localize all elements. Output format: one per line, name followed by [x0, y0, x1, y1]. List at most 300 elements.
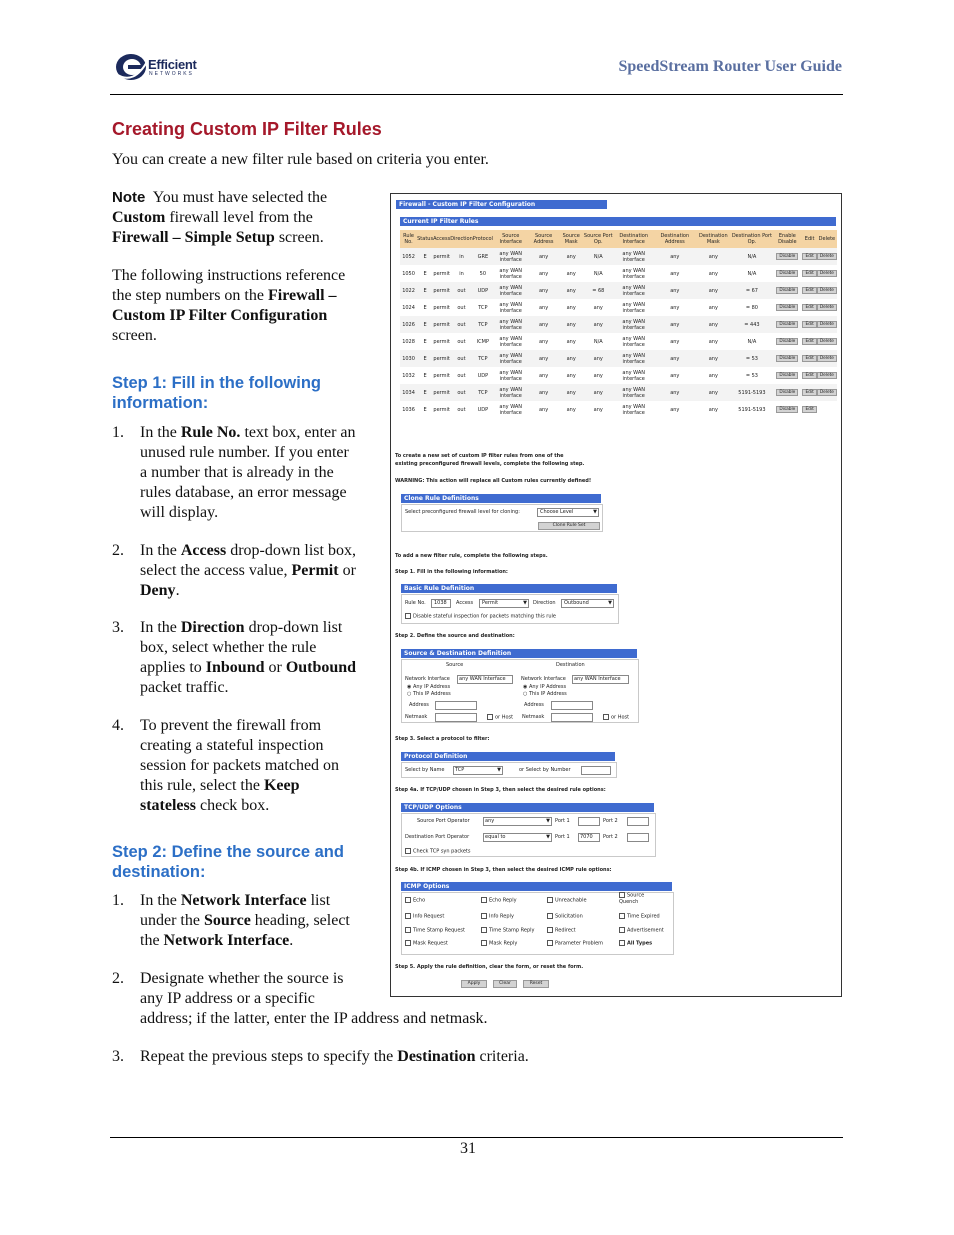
delete-button[interactable]: Delete [817, 389, 837, 396]
checkbox-icon [547, 940, 553, 946]
step1-heading-l1: Step 1: Fill in the following [112, 374, 321, 392]
step1-num-1: 1. [112, 424, 124, 441]
note-text: You must have selected the [152, 189, 328, 206]
table-row [400, 333, 837, 350]
disable-button[interactable]: Disable [776, 304, 798, 311]
table-cell: 1034 [400, 384, 417, 401]
table-cell: = 443 [732, 316, 773, 333]
disable-button[interactable]: Disable [776, 389, 798, 396]
check-syn-checkbox[interactable] [405, 848, 471, 855]
warning-text: WARNING: This action will replace all Custom rules currently defined! [395, 478, 592, 484]
checkbox-icon [481, 897, 487, 903]
table-cell: any [559, 367, 584, 384]
chevron-down-icon: ▼ [608, 600, 612, 606]
src-port-op-value: any [485, 818, 495, 824]
icmp-option-checkbox[interactable] [405, 940, 448, 947]
icmp-option-label: Time Stamp Reply [489, 927, 535, 934]
rules-col-header: Destination Address [655, 230, 695, 248]
table-cell: any [559, 350, 584, 367]
table-cell: = 67 [732, 282, 773, 299]
icmp-option-label: Info Reply [489, 913, 514, 920]
icmp-option-checkbox[interactable] [405, 927, 465, 934]
disable-cell [772, 367, 802, 384]
checkbox-icon [405, 913, 411, 919]
table-cell: UDP [473, 401, 493, 418]
rule-no-value: 1038 [434, 600, 447, 606]
disable-button[interactable]: Disable [776, 321, 798, 328]
rule-no-input[interactable] [431, 599, 451, 608]
disable-button[interactable]: Disable [776, 253, 798, 260]
table-cell: any [695, 401, 732, 418]
src-port1-input[interactable] [578, 817, 600, 826]
current-rules-bar: Current IP Filter Rules [400, 217, 836, 226]
edit-button[interactable]: Edit [802, 287, 816, 294]
table-cell: any [655, 248, 695, 265]
rules-col-header: Delete [817, 230, 837, 248]
table-cell: any [559, 282, 584, 299]
edit-cell [802, 265, 816, 282]
disable-button[interactable]: Disable [776, 406, 798, 413]
disable-cell [772, 401, 802, 418]
note-bold-1: Custom [112, 209, 166, 226]
delete-button[interactable]: Delete [817, 321, 837, 328]
icmp-option-checkbox[interactable] [547, 897, 587, 904]
delete-cell [817, 282, 837, 299]
icmp-option-label: Advertisement [627, 927, 664, 934]
edit-button[interactable]: Edit [802, 389, 816, 396]
dst-any-ip-radio[interactable]: ◉ Any IP Address [523, 684, 567, 690]
delete-cell [817, 384, 837, 401]
icmp-option-label: Mask Request [413, 940, 448, 947]
disable-button[interactable]: Disable [776, 372, 798, 379]
table-cell: any [584, 401, 613, 418]
disable-button[interactable]: Disable [776, 338, 798, 345]
intro-text: You can create a new filter rule based on criteria you enter. [112, 151, 489, 168]
protocol-number-input[interactable] [581, 766, 611, 775]
edit-cell [802, 316, 816, 333]
step2-item-2-l3: address; if the latter, enter the IP address and netmask. [140, 1010, 488, 1027]
table-cell: any [695, 282, 732, 299]
table-cell: permit [433, 333, 450, 350]
basic-rule-bar: Basic Rule Definition [401, 584, 617, 593]
dst-address-label: Address [524, 702, 544, 708]
icmp-option-checkbox[interactable] [405, 897, 425, 904]
edit-button[interactable]: Edit [802, 338, 816, 345]
table-cell: any [655, 299, 695, 316]
preconf-text-1: To create a new set of custom IP filter rules from one of the [395, 453, 564, 459]
src-port-op-select[interactable] [483, 817, 552, 826]
table-cell: permit [433, 282, 450, 299]
src-or-host[interactable] [487, 714, 513, 721]
icmp-option-label: Solicitation [555, 913, 583, 920]
table-cell: any [655, 265, 695, 282]
disable-cell [772, 282, 802, 299]
protocol-select[interactable] [453, 766, 503, 775]
firewall-config-screenshot [390, 193, 842, 997]
checkbox-icon [603, 714, 609, 720]
rules-col-header: Source Address [529, 230, 559, 248]
edit-cell [802, 333, 816, 350]
protocol-bar: Protocol Definition [401, 752, 615, 761]
table-cell: any [655, 282, 695, 299]
table-cell: N/A [584, 248, 613, 265]
table-cell: any WAN interface [493, 265, 529, 282]
edit-cell [802, 299, 816, 316]
checkbox-icon [481, 927, 487, 933]
dst-port-op-value: equal to [485, 834, 506, 840]
table-cell: E [417, 248, 433, 265]
src-port2-label: Port 2 [603, 818, 618, 824]
delete-button[interactable]: Delete [817, 372, 837, 379]
section-title: Creating Custom IP Filter Rules [112, 119, 382, 139]
access-value: Permit [482, 600, 499, 606]
delete-cell [817, 333, 837, 350]
table-cell: E [417, 282, 433, 299]
edit-button[interactable]: Edit [802, 253, 816, 260]
src-port-op-label: Source Port Operator [417, 818, 470, 824]
rules-col-header: Rule No. [400, 230, 417, 248]
table-cell: out [450, 367, 473, 384]
step1-text: Step 1. Fill in the following information: [395, 569, 508, 575]
table-cell: = 80 [732, 299, 773, 316]
table-cell: any WAN interface [493, 367, 529, 384]
table-row [400, 282, 837, 299]
table-cell: any [695, 367, 732, 384]
step1-item-4: To prevent the firewall from creating a stateful inspection session for packets matched on this rule, select the Keep stateless check box. [140, 717, 340, 814]
table-cell: 1036 [400, 401, 417, 418]
dst-net-if-select[interactable] [572, 675, 629, 684]
table-cell: any [695, 333, 732, 350]
clone-rule-set-button[interactable]: Clone Rule Set [538, 522, 600, 530]
page-number: 31 [460, 1140, 476, 1157]
src-netmask-label: Netmask [405, 714, 428, 720]
table-cell: any WAN interface [613, 350, 655, 367]
step1-item-1: In the Rule No. text box, enter an unused rule number. If you enter a number that is already in the rules database, an error message will display. [140, 424, 356, 521]
table-cell: any WAN interface [493, 299, 529, 316]
delete-button[interactable]: Delete [817, 304, 837, 311]
dst-port1-input[interactable] [578, 833, 600, 842]
table-cell: any [529, 384, 559, 401]
icmp-option-label: Unreachable [555, 897, 587, 904]
chevron-down-icon: ▼ [523, 600, 527, 606]
checkbox-icon [487, 714, 493, 720]
checkbox-icon [619, 913, 625, 919]
disable-button[interactable]: Disable [776, 355, 798, 362]
tcpudp-bar: TCP/UDP Options [401, 803, 654, 812]
disable-cell [772, 299, 802, 316]
reset-button[interactable]: Reset [523, 980, 549, 988]
stateful-checkbox-row[interactable] [405, 613, 556, 620]
table-cell: UDP [473, 367, 493, 384]
screenshot-title-bar: Firewall - Custom IP Filter Configuration [396, 200, 607, 209]
table-cell: TCP [473, 384, 493, 401]
step4a-text: Step 4a. If TCP/UDP chosen in Step 3, then select the desired rule options: [395, 787, 606, 793]
icmp-option-checkbox[interactable] [619, 892, 653, 905]
table-cell: any [695, 384, 732, 401]
dst-netmask-label: Netmask [522, 714, 545, 720]
src-net-if-value: any WAN Interface [459, 676, 506, 682]
disable-cell [772, 316, 802, 333]
instructions-block [112, 266, 382, 346]
dst-or-host-label: or Host [611, 714, 630, 721]
table-cell: E [417, 367, 433, 384]
icmp-option-checkbox[interactable] [481, 927, 535, 934]
table-cell: any [529, 282, 559, 299]
table-row [400, 316, 837, 333]
apply-button[interactable]: Apply [461, 980, 487, 988]
delete-cell [817, 248, 837, 265]
edit-cell [802, 350, 816, 367]
table-cell: N/A [584, 265, 613, 282]
table-cell: any [529, 333, 559, 350]
table-cell: = 53 [732, 350, 773, 367]
table-cell: any [559, 384, 584, 401]
src-port2-input[interactable] [627, 817, 649, 826]
delete-button[interactable]: Delete [817, 253, 837, 260]
table-cell: any [529, 367, 559, 384]
edit-button[interactable]: Edit [802, 372, 816, 379]
direction-select[interactable] [561, 599, 614, 608]
step2-num-1: 1. [112, 892, 124, 909]
icmp-option-label: Source Quench [619, 892, 645, 905]
dst-address-input[interactable] [551, 701, 593, 710]
step2-heading-l2: destination: [112, 863, 206, 881]
dst-net-if-value: any WAN Interface [574, 676, 621, 682]
edit-cell [802, 367, 816, 384]
clone-prompt: Select preconfigured firewall level for cloning: [405, 509, 520, 515]
note-bold-2: Firewall – Simple Setup [112, 229, 275, 246]
icmp-option-label: Info Request [413, 913, 445, 920]
step3-text: Step 3. Select a protocol to filter: [395, 736, 490, 742]
srcdst-bar: Source & Destination Definition [401, 649, 637, 658]
icmp-option-checkbox[interactable] [547, 927, 576, 934]
table-cell: any [559, 333, 584, 350]
src-net-if-select[interactable] [457, 675, 513, 684]
table-cell: any [655, 401, 695, 418]
dst-netmask-input[interactable] [551, 713, 593, 722]
table-cell: GRE [473, 248, 493, 265]
table-cell: 1050 [400, 265, 417, 282]
checkbox-icon [481, 913, 487, 919]
table-cell: any [559, 401, 584, 418]
rules-col-header: Source Mask [559, 230, 584, 248]
rules-col-header: Edit [802, 230, 816, 248]
dst-port-op-select[interactable] [483, 833, 552, 842]
table-cell: any [584, 316, 613, 333]
table-row [400, 299, 837, 316]
note-label: Note [112, 189, 146, 206]
edit-button[interactable]: Edit [802, 270, 816, 277]
rules-col-header: Enable Disable [772, 230, 802, 248]
dst-or-host[interactable] [603, 714, 629, 721]
table-cell: any WAN interface [493, 333, 529, 350]
checkbox-icon [547, 897, 553, 903]
icmp-option-checkbox[interactable] [481, 913, 514, 920]
instr-bold-1: Firewall – [267, 287, 337, 304]
table-cell: ICMP [473, 333, 493, 350]
icmp-option-label: All Types [627, 940, 653, 947]
clone-level-select[interactable] [537, 508, 599, 517]
delete-button[interactable]: Delete [817, 287, 837, 294]
step5-text: Step 5. Apply the rule definition, clear the form, or reset the form. [395, 964, 584, 970]
dst-any-ip-label: Any IP Address [528, 684, 567, 690]
icmp-option-label: Redirect [555, 927, 576, 934]
rules-col-header: Source Interface [493, 230, 529, 248]
table-cell: any [529, 248, 559, 265]
checkbox-icon [619, 940, 625, 946]
checkbox-icon [619, 927, 625, 933]
step2-num-3: 3. [112, 1048, 124, 1065]
icmp-option-checkbox[interactable] [481, 940, 517, 947]
icmp-option-label: Echo [413, 897, 426, 904]
table-cell: any [655, 333, 695, 350]
src-address-input[interactable] [435, 701, 477, 710]
delete-button[interactable]: Delete [817, 338, 837, 345]
edit-button[interactable]: Edit [802, 355, 816, 362]
edit-cell [802, 401, 816, 418]
table-cell: = 53 [732, 367, 773, 384]
checkbox-icon [547, 927, 553, 933]
stateful-label: Disable stateful inspection for packets matching this rule [413, 613, 556, 620]
checkbox-icon [405, 848, 411, 854]
logo-text: Efficient [148, 57, 197, 72]
dst-this-ip-radio[interactable]: ○ This IP Address [523, 691, 567, 697]
table-cell: any WAN interface [613, 265, 655, 282]
table-cell: permit [433, 299, 450, 316]
table-cell: 1022 [400, 282, 417, 299]
table-cell: any WAN interface [613, 316, 655, 333]
table-cell: any [584, 350, 613, 367]
step1-num-3: 3. [112, 619, 124, 636]
table-cell: any [695, 265, 732, 282]
table-cell: any WAN interface [493, 316, 529, 333]
table-cell: permit [433, 367, 450, 384]
direction-value: Outbound [564, 600, 589, 606]
edit-button[interactable]: Edit [802, 304, 816, 311]
chevron-down-icon: ▼ [593, 509, 597, 515]
dst-this-ip-label: This IP Address [528, 691, 567, 697]
rules-col-header: Destination Interface [613, 230, 655, 248]
instr-line-2: the step numbers on the [112, 287, 268, 304]
note-text-2: firewall level from the [165, 209, 313, 226]
step2-text: Step 2. Define the source and destination: [395, 633, 515, 639]
instr-bold-2: Custom IP Filter Configuration [112, 307, 328, 324]
icmp-option-label: Time Expired [627, 913, 660, 920]
table-cell: any [655, 384, 695, 401]
icmp-option-checkbox[interactable] [547, 940, 603, 947]
checkbox-icon [481, 940, 487, 946]
table-cell: out [450, 299, 473, 316]
rules-col-header: Access [433, 230, 450, 248]
disable-cell [772, 350, 802, 367]
step2-item-2-l2: any IP address or a specific [140, 990, 315, 1007]
clear-button[interactable]: Clear [493, 980, 517, 988]
table-cell: N/A [584, 333, 613, 350]
destination-header: Destination [556, 662, 585, 668]
checkbox-icon [405, 897, 411, 903]
table-cell: any [655, 367, 695, 384]
table-cell: 1052 [400, 248, 417, 265]
table-row [400, 265, 837, 282]
edit-button[interactable]: Edit [802, 406, 816, 413]
step2-num-2: 2. [112, 970, 124, 987]
table-cell: any [559, 299, 584, 316]
table-cell: any WAN interface [493, 282, 529, 299]
icmp-option-checkbox[interactable] [619, 927, 664, 934]
delete-cell [817, 367, 837, 384]
chevron-down-icon: ▼ [497, 767, 501, 773]
delete-cell [817, 350, 837, 367]
icmp-option-checkbox[interactable] [405, 913, 444, 920]
disable-cell [772, 265, 802, 282]
icmp-option-label: Echo Reply [489, 897, 517, 904]
step1-item-3: In the Direction drop-down list box, select whether the rule applies to Inbound or Outbound packet traffic. [140, 619, 357, 696]
src-or-host-label: or Host [495, 714, 514, 721]
table-cell: N/A [732, 248, 773, 265]
step2-item-3: Repeat the previous steps to specify the Destination criteria. [140, 1048, 529, 1065]
icmp-option-checkbox[interactable] [547, 913, 583, 920]
clone-level-value: Choose Level [540, 509, 574, 515]
edit-cell [802, 384, 816, 401]
table-cell: any WAN interface [493, 401, 529, 418]
instr-line-4: screen. [112, 327, 157, 344]
table-cell: any [695, 350, 732, 367]
delete-button[interactable]: Delete [817, 270, 837, 277]
step1-item-2: In the Access drop-down list box, select the access value, Permit or Deny. [140, 542, 356, 599]
access-select[interactable] [479, 599, 529, 608]
disable-button[interactable]: Disable [776, 270, 798, 277]
table-cell: any [529, 401, 559, 418]
step2-item-1: In the Network Interface list under the Source heading, select the Network Interface. [140, 892, 350, 949]
icmp-option-checkbox[interactable] [619, 913, 660, 920]
src-this-ip-radio[interactable]: ○ This IP Address [407, 691, 451, 697]
direction-label: Direction [533, 600, 556, 606]
preconf-text-2: existing preconfigured firewall levels, complete the following step. [395, 461, 585, 467]
table-row [400, 401, 837, 418]
disable-button[interactable]: Disable [776, 287, 798, 294]
dst-port2-input[interactable] [627, 833, 649, 842]
table-cell: 50 [473, 265, 493, 282]
src-netmask-input[interactable] [435, 713, 477, 722]
table-cell: any [529, 299, 559, 316]
select-by-number-label: or Select by Number [519, 767, 571, 773]
table-cell: 1032 [400, 367, 417, 384]
table-cell: permit [433, 316, 450, 333]
edit-button[interactable]: Edit [802, 321, 816, 328]
step1-num-4: 4. [112, 717, 124, 734]
step2-heading [112, 842, 344, 882]
step2-heading-l1: Step 2: Define the source and [112, 843, 344, 861]
table-cell: out [450, 384, 473, 401]
table-cell: any [695, 248, 732, 265]
icmp-option-checkbox[interactable] [619, 940, 652, 947]
delete-button[interactable]: Delete [817, 355, 837, 362]
src-any-ip-radio[interactable]: ◉ Any IP Address [407, 684, 451, 690]
icmp-option-label: Time Stamp Request [413, 927, 465, 934]
table-cell: any [584, 367, 613, 384]
icmp-option-label: Mask Reply [489, 940, 518, 947]
table-cell: any WAN interface [613, 248, 655, 265]
table-cell: any WAN interface [493, 248, 529, 265]
rules-col-header: Status [417, 230, 433, 248]
add-rule-text: To add a new filter rule, complete the following steps. [395, 553, 548, 559]
table-cell: N/A [732, 265, 773, 282]
table-row [400, 367, 837, 384]
icmp-option-checkbox[interactable] [481, 897, 517, 904]
table-cell: E [417, 350, 433, 367]
note-text-3: screen. [274, 229, 324, 246]
dst-port-op-label: Destination Port Operator [405, 834, 470, 840]
